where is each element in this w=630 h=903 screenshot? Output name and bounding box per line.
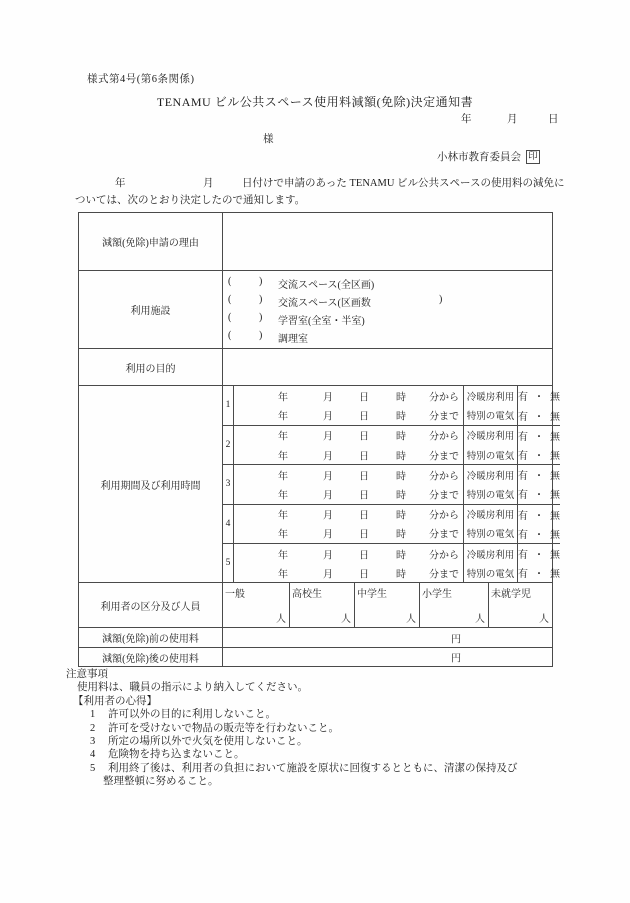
period-from-row xyxy=(234,426,560,445)
conduct-item-4: 4 危険物を持ち込まないこと。 xyxy=(90,749,245,761)
fee-after-label: 減額(免除)後の使用料 xyxy=(79,648,223,666)
notes-heading: 注意事項 xyxy=(66,669,108,680)
conduct-item-2: 2 許可を受けないで物品の販売等を行わないこと。 xyxy=(90,722,339,734)
period-from-row xyxy=(234,386,560,405)
facility-option xyxy=(223,294,552,307)
hvac-label: 冷暖房利用 xyxy=(463,505,518,524)
date-month-label: 月 xyxy=(507,114,518,125)
users-row xyxy=(79,582,552,627)
period-entry-number: 5 xyxy=(223,544,234,582)
conduct-item-1: 1 許可以外の目的に利用しないこと。 xyxy=(90,709,276,721)
checkbox-paren-close: ) xyxy=(259,275,263,287)
date-year-label: 年 xyxy=(461,114,472,125)
facility-option-label: 調理室 xyxy=(278,334,308,346)
period-from-datetime: 年 月 日 時 分から xyxy=(278,471,459,483)
period-to-datetime: 年 月 日 時 分まで xyxy=(278,569,459,581)
reason-row xyxy=(79,213,552,270)
period-entry-4 xyxy=(223,504,560,543)
conduct-item-5: 5 利用終了後は、利用者の負担において施設を原状に回復するとともに、清潔の保持及び xyxy=(90,762,518,774)
facility-option-label: 交流スペース(全区画) xyxy=(278,279,375,291)
fee-after-value-cell xyxy=(223,648,552,666)
checkbox-paren-open: ( xyxy=(228,312,232,324)
addressee-honorific: 様 xyxy=(263,134,274,145)
period-to-datetime: 年 月 日 時 分まで xyxy=(278,490,459,502)
special-electric-label: 特別の電気 xyxy=(463,405,518,424)
availability-options: 有 ・ 無 xyxy=(518,510,560,522)
user-category-cell: 未就学児 人 xyxy=(488,583,552,627)
facility-option xyxy=(223,330,552,346)
intro-month-label: 月 xyxy=(203,178,214,189)
availability-options: 有 ・ 無 xyxy=(518,550,560,562)
form-number: 様式第4号(第6条関係) xyxy=(87,74,195,85)
facility-options-cell xyxy=(223,271,552,349)
period-to-row xyxy=(234,563,560,582)
period-entry-5 xyxy=(223,543,560,582)
availability-options: 有 ・ 無 xyxy=(518,451,560,462)
document-title: TENAMU ビル公共スペース使用料減額(免除)決定通知書 xyxy=(156,95,474,109)
conduct-heading: 【利用者の心得】 xyxy=(73,695,157,707)
fee-after-row xyxy=(79,647,552,666)
user-category-cell: 一般 人 xyxy=(225,589,286,626)
special-electric-label: 特別の電気 xyxy=(463,484,518,503)
availability-options: 有 ・ 無 xyxy=(518,471,560,483)
period-to-datetime: 年 月 日 時 分まで xyxy=(278,411,459,423)
period-entry-number: 3 xyxy=(223,465,234,503)
availability-options: 有 ・ 無 xyxy=(518,490,560,502)
period-to-row xyxy=(234,445,560,464)
intro-text: 日付けで申請のあった TENAMU ビル公共スペースの使用料の減免に xyxy=(242,178,565,189)
hvac-label: 冷暖房利用 xyxy=(463,426,518,445)
special-electric-label: 特別の電気 xyxy=(463,445,518,464)
period-entry-number: 1 xyxy=(223,386,234,424)
yen-unit: 円 xyxy=(451,634,461,646)
checkbox-paren-close: ) xyxy=(259,330,263,342)
period-from-datetime: 年 月 日 時 分から xyxy=(278,510,459,522)
period-from-row xyxy=(234,465,560,484)
period-entry-2 xyxy=(223,425,560,464)
period-label: 利用期間及び利用時間 xyxy=(79,386,223,582)
period-to-row xyxy=(234,524,560,543)
payment-note: 使用料は、職員の指示により納入してください。 xyxy=(77,682,308,694)
facility-option xyxy=(223,312,552,328)
reason-value-cell xyxy=(223,213,552,270)
user-category-cell: 高校生 人 xyxy=(289,583,354,627)
purpose-row xyxy=(79,348,552,385)
notes-section xyxy=(0,668,630,789)
checkbox-paren-open: ( xyxy=(228,330,232,342)
period-from-datetime: 年 月 日 時 分から xyxy=(278,431,459,443)
hvac-label: 冷暖房利用 xyxy=(463,386,518,405)
period-to-datetime: 年 月 日 時 分まで xyxy=(278,451,459,462)
purpose-label: 利用の目的 xyxy=(79,349,223,385)
checkbox-paren-open: ( xyxy=(228,294,232,305)
facility-option-label: 学習室(全室・半室) xyxy=(278,316,365,328)
user-category-columns xyxy=(223,583,552,627)
period-from-row xyxy=(234,505,560,524)
period-to-row xyxy=(234,405,560,424)
user-category-cell: 中学生 人 xyxy=(354,583,419,627)
facility-row xyxy=(79,270,552,349)
facility-label: 利用施設 xyxy=(79,271,223,349)
period-from-datetime: 年 月 日 時 分から xyxy=(278,550,459,562)
intro-line-1 xyxy=(0,175,630,188)
availability-options: 有 ・ 無 xyxy=(518,411,560,423)
availability-options: 有 ・ 無 xyxy=(518,569,560,581)
issuer-name: 小林市教育委員会 xyxy=(437,152,521,163)
special-electric-label: 特別の電気 xyxy=(463,563,518,582)
fee-before-value-cell xyxy=(223,628,552,647)
period-entry-3 xyxy=(223,464,560,503)
availability-options: 有 ・ 無 xyxy=(518,529,560,541)
checkbox-paren-close: ) xyxy=(259,294,263,305)
fee-before-row xyxy=(79,627,552,647)
availability-options: 有 ・ 無 xyxy=(518,431,560,443)
hvac-label: 冷暖房利用 xyxy=(463,465,518,484)
period-from-datetime: 年 月 日 時 分から xyxy=(278,392,459,404)
conduct-item-5-continuation: 整理整頓に努めること。 xyxy=(103,776,219,788)
availability-options: 有 ・ 無 xyxy=(518,392,560,404)
facility-option xyxy=(223,276,552,289)
period-from-row xyxy=(234,544,560,563)
issue-date-line xyxy=(0,111,630,124)
checkbox-paren-open: ( xyxy=(228,275,232,287)
period-row xyxy=(79,385,560,582)
intro-year-label: 年 xyxy=(115,178,126,189)
date-day-label: 日 xyxy=(548,114,559,125)
period-to-datetime: 年 月 日 時 分まで xyxy=(278,529,459,541)
purpose-value-cell xyxy=(223,349,552,385)
user-category-cell: 小学生 人 xyxy=(419,583,488,627)
facility-options-list xyxy=(223,271,552,349)
period-entry-1 xyxy=(223,386,560,424)
fee-before-label: 減額(免除)前の使用料 xyxy=(79,628,223,647)
facility-option-label: 交流スペース(区画数 xyxy=(278,298,371,309)
period-entry-number: 2 xyxy=(223,426,234,464)
hvac-label: 冷暖房利用 xyxy=(463,544,518,563)
period-entries xyxy=(223,386,560,582)
checkbox-paren-close: ) xyxy=(259,312,263,324)
decision-form-table xyxy=(78,212,560,667)
issuer-line xyxy=(437,149,540,164)
users-label: 利用者の区分及び人員 xyxy=(79,583,223,627)
seal-mark: 印 xyxy=(526,150,540,164)
yen-unit: 円 xyxy=(451,653,461,665)
facility-option-tail: ) xyxy=(439,294,443,305)
period-entry-number: 4 xyxy=(223,505,234,543)
intro-line-2: ついては、次のとおり決定したので通知します。 xyxy=(75,195,306,206)
conduct-item-3: 3 所定の場所以外で火気を使用しないこと。 xyxy=(90,735,308,747)
period-to-row xyxy=(234,484,560,503)
reason-label: 減額(免除)申請の理由 xyxy=(79,213,223,270)
special-electric-label: 特別の電気 xyxy=(463,524,518,543)
